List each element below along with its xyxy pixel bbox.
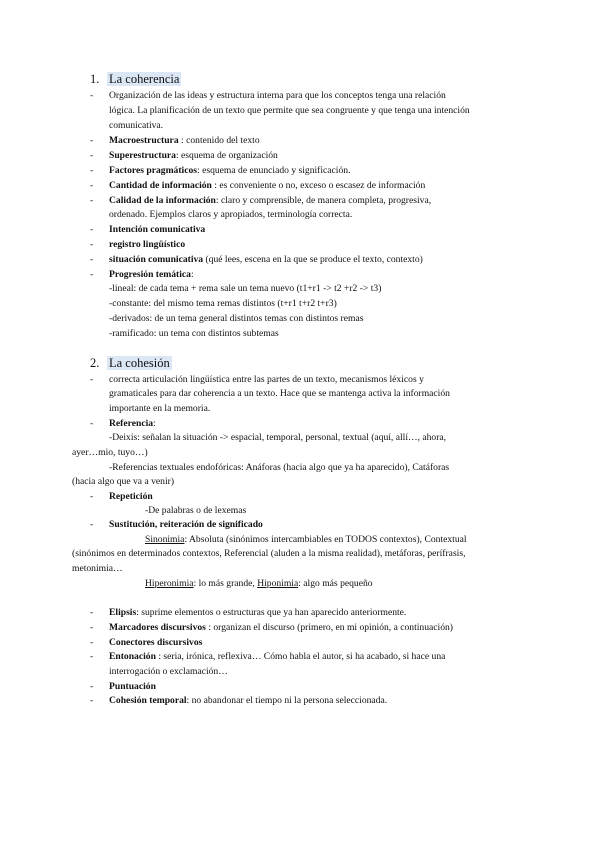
bullet-dash: - [90, 165, 94, 176]
s1-item-registro: registro lingüístico [109, 239, 186, 250]
bullet-dash: - [90, 681, 94, 692]
s1-item-cantidad: Cantidad de información : es conveniente o no, exceso o escasez de información [109, 180, 426, 191]
s2-item-elipsis: Elipsis: suprime elementos o estructuras que ya han aparecido anteriormente. [109, 607, 407, 618]
s2-item-entonacion: Entonación : seria, irónica, reflexiva… Cómo habla el autor, si ha acabado, si hace una [109, 651, 446, 662]
s2-item-marcadores: Marcadores discursivos : organizan el discurso (primero, en mi opinión, a continuación) [109, 622, 453, 633]
sustitucion-sinonimia-cont-1: (sinónimos en determinados contextos, Referencial (aluden a la misma realidad), metáforas, perífrasis, [72, 548, 466, 559]
referencia-deixis: -Deixis: señalan la situación -> espacial, temporal, personal, textual (aquí, allí…, ahora, [109, 432, 447, 443]
progresion-lineal: -lineal: de cada tema + rema sale un tema nuevo (t1+r1 -> t2 +r2 -> t3) [109, 283, 382, 294]
progresion-ramificado: -ramificado: un tema con distintos subtemas [109, 328, 279, 339]
referencia-endoforicas: -Referencias textuales endofóricas: Anáforas (hacia algo que ya ha aparecido), Catáforas [109, 462, 450, 473]
s1-intro-line-2: lógica. La planificación de un texto que permite que sea congruente y que tenga una intención [109, 105, 470, 116]
s2-intro-line-1: correcta articulación lingüística entre las partes de un texto, mecanismos léxicos y [109, 374, 424, 385]
bullet-dash: - [90, 239, 94, 250]
bullet-dash: - [90, 695, 94, 706]
bullet-dash: - [90, 418, 94, 429]
s1-item-progresion: Progresión temática: [109, 269, 194, 280]
s2-intro-line-3: importante en la memoria. [109, 403, 211, 414]
s2-item-entonacion-cont: interrogación o exclamación… [109, 666, 228, 677]
s1-item-calidad-cont: ordenado. Ejemplos claros y apropiados, terminología correcta. [109, 209, 353, 220]
bullet-dash: - [90, 622, 94, 633]
progresion-derivados: -derivados: de un tema general distintos temas con distintos remas [109, 313, 364, 324]
section-2-number: 2. [90, 356, 100, 370]
s2-item-cohesion-temporal: Cohesión temporal: no abandonar el tiempo ni la persona seleccionada. [109, 695, 388, 706]
s2-item-referencia: Referencia: [109, 418, 156, 429]
s2-intro-line-2: gramaticales para dar coherencia a un texto. Hace que se mantenga activa la información [109, 388, 450, 399]
bullet-dash: - [90, 135, 94, 146]
s1-intro-line-3: comunicativa. [109, 120, 164, 131]
bullet-dash: - [90, 491, 94, 502]
section-1-heading [90, 71, 181, 87]
bullet-dash: - [90, 519, 94, 530]
referencia-endoforicas-cont: (hacia algo que va a venir) [72, 476, 175, 487]
s1-item-factores: Factores pragmáticos: esquema de enunciado y significación. [109, 165, 351, 176]
section-1-title: La coherencia [109, 72, 180, 86]
repeticion-sub: -De palabras o de lexemas [145, 505, 247, 516]
bullet-dash: - [90, 651, 94, 662]
s2-item-puntuacion: Puntuación [109, 681, 156, 692]
bullet-dash: - [90, 269, 94, 280]
bullet-dash: - [90, 637, 94, 648]
s2-item-sustitucion: Sustitución, reiteración de significado [109, 519, 263, 530]
bullet-dash: - [90, 224, 94, 235]
sustitucion-hiperonimia: Hiperonimia: lo más grande, Hiponimia: algo más pequeño [145, 578, 373, 589]
s1-item-calidad: Calidad de la información: claro y comprensible, de manera completa, progresiva, [109, 195, 432, 206]
bullet-dash: - [90, 90, 94, 101]
section-1-number: 1. [90, 72, 100, 86]
bullet-dash: - [90, 374, 94, 385]
bullet-dash: - [90, 150, 94, 161]
s1-item-intencion: Intención comunicativa [109, 224, 206, 235]
s1-item-situacion: situación comunicativa (qué lees, escena en la que se produce el texto, contexto) [109, 254, 423, 265]
s2-item-repeticion: Repetición [109, 491, 153, 502]
section-2-heading [90, 355, 172, 371]
bullet-dash: - [90, 254, 94, 265]
bullet-dash: - [90, 195, 94, 206]
sustitucion-sinonimia-cont-2: metonimia… [72, 563, 123, 574]
section-2-title: La cohesión [109, 356, 170, 370]
bullet-dash: - [90, 607, 94, 618]
s1-item-macroestructura: Macroestructura : contenido del texto [109, 135, 260, 146]
referencia-deixis-cont: ayer…mio, tuyo…) [72, 447, 148, 458]
sustitucion-sinonimia: Sinonimia: Absoluta (sinónimos intercambiables en TODOS contextos), Contextual [145, 534, 467, 545]
s1-item-superestructura: Superestructura: esquema de organización [109, 150, 278, 161]
s2-item-conectores: Conectores discursivos [109, 637, 203, 648]
s1-intro-line-1: Organización de las ideas y estructura interna para que los conceptos tenga una relación [109, 90, 446, 101]
progresion-constante: -constante: del mismo tema remas distintos (t+r1 t+r2 t+r3) [109, 298, 337, 309]
bullet-dash: - [90, 180, 94, 191]
